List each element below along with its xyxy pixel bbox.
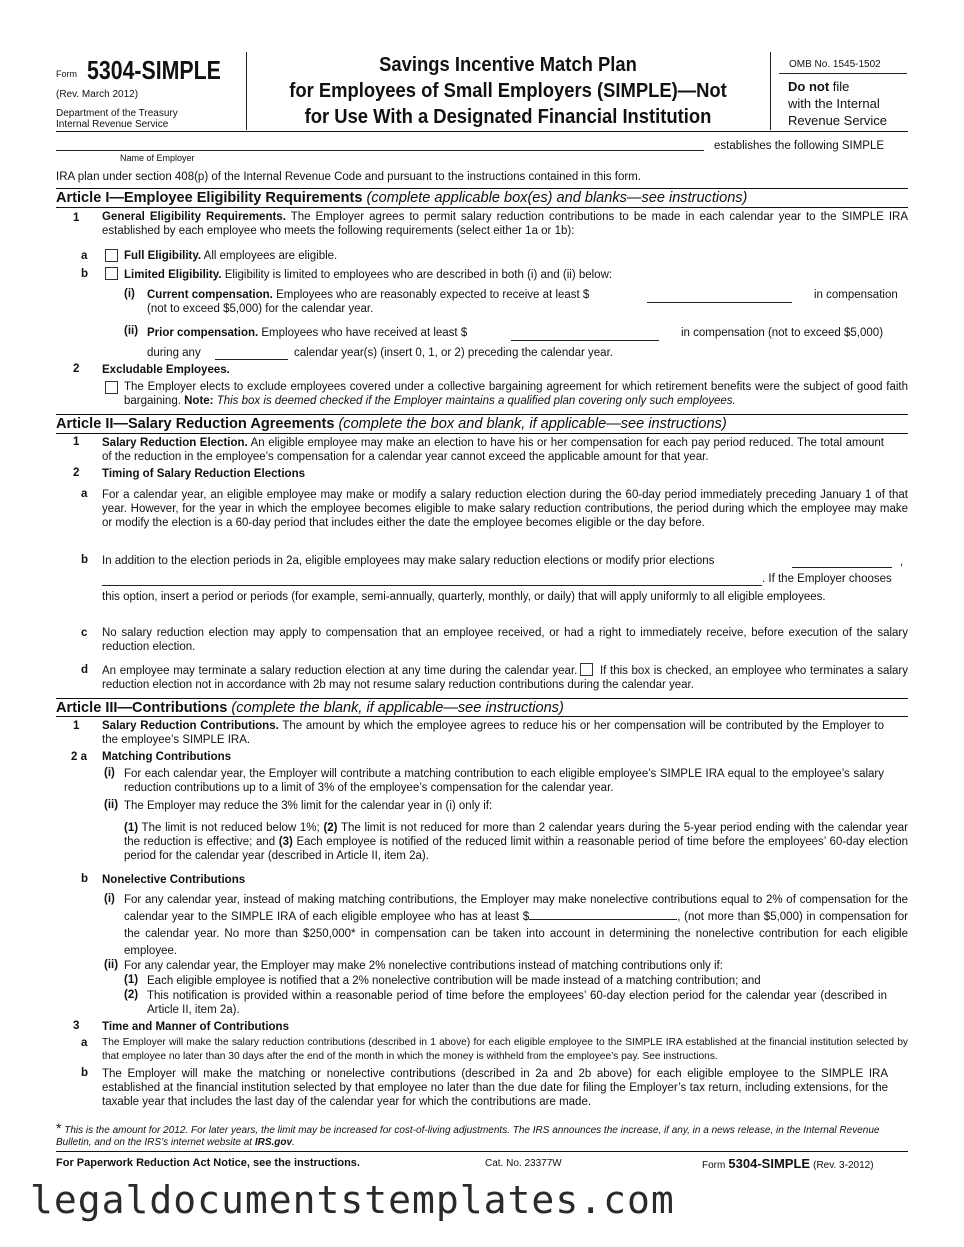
footer-revision: (Rev. 3-2012) — [813, 1160, 874, 1171]
a2-item-a-letter: a — [81, 488, 88, 500]
article-1-instructions: (complete applicable box(es) and blanks—see instructions) — [362, 189, 748, 206]
a1-item-1-text — [102, 210, 908, 238]
prior-comp-title: Prior compensation. — [147, 327, 259, 339]
full-eligibility-title: Full Eligibility. — [124, 250, 202, 262]
title-line-2: for Employees of Small Employers (SIMPLE)—Not — [289, 80, 727, 102]
a3-item-2a-number: 2 a — [71, 751, 87, 763]
current-comp-body: Employees who are reasonably expected to receive at least $ — [272, 289, 590, 301]
no-resume-checkbox[interactable] — [580, 663, 593, 676]
nonelective-i-body-1: For any calendar year, instead of making matching contributions, the Employer may make nonelective contributions equal to 2% of compensation for the calendar year to the SIMPLE IRA of each eligible employee who has at least $ — [124, 894, 908, 923]
nonelective-i-label: (i) — [104, 893, 115, 905]
nonelective-title — [102, 873, 245, 887]
a2-item-b-text: In addition to the election periods in 2a, eligible employees may make salary reduction elections or modify prior elections — [102, 555, 715, 567]
excludable-title-text: Excludable Employees. — [102, 364, 230, 376]
excludable-body: The Employer elects to exclude employees covered under a collective bargaining agreement for which retirement benefits were the subject of good faith bargaining. — [124, 381, 908, 407]
cond-3-label: (3) — [278, 836, 293, 848]
footer-form-label: Form — [702, 1160, 726, 1171]
a1-item-1-number: 1 — [73, 212, 80, 224]
limited-eligibility-body: Eligibility is limited to employees who are described in both (i) and (ii) below: — [221, 269, 613, 281]
a1-item-1-body: The Employer agrees to permit salary reduction contributions to be made in each calendar year to the SIMPLE IRA established by each employee who meets the following requirements (select either 1a or 1b): — [102, 211, 908, 237]
excludable-text — [124, 380, 908, 408]
matching-ii-label: (ii) — [104, 799, 119, 811]
ne-cond-2-text: This notification is provided within a reasonable period of time before the employees’ 60-day election period for the calendar year (described in Article II, item 2a). — [147, 990, 887, 1016]
prior-comp-tail: in compensation (not to exceed $5,000) — [681, 327, 884, 339]
full-eligibility-text — [124, 249, 337, 263]
time-a-letter: a — [81, 1037, 88, 1049]
full-eligibility-body: All employees are eligible. — [201, 250, 338, 262]
time-b-letter: b — [81, 1067, 89, 1079]
a2-item-2-number: 2 — [73, 467, 80, 479]
nonelective-ii-label: (ii) — [104, 959, 119, 971]
matching-title-text: Matching Contributions — [102, 751, 232, 763]
article-3-heading — [56, 699, 564, 717]
ne-cond-2-label: (2) — [124, 989, 139, 1001]
a2-item-b-text-2: this option, insert a period or periods (for example, semi-annually, quarterly, monthly, or daily) that will apply uniformly to all eligible employees. — [102, 591, 826, 603]
matching-ii-text: The Employer may reduce the 3% limit for the calendar year in (i) only if: — [124, 800, 493, 812]
a2-item-d-body-1: An employee may terminate a salary reduction election at any time during the calendar year. — [102, 665, 578, 677]
cond-1-text: The limit is not reduced below 1%; — [138, 822, 324, 834]
form-number: 5304-SIMPLE — [87, 55, 221, 85]
prior-comp-body: Employees who have received at least $ — [258, 327, 468, 339]
footnote-text: This is the amount for 2012. For later years, the limit may be increased for cost-of-living adjustments. The IRS announces the increase, if any, in a news release, in the Internal Revenue Bulletin, and on the IRS’s internet website at — [56, 1125, 880, 1148]
department-name: Department of the Treasury — [56, 108, 178, 119]
nonelective-i-text — [124, 892, 908, 960]
matching-i-label: (i) — [104, 767, 115, 779]
prior-comp-during: during any — [147, 347, 201, 359]
a3-item-1-title: Salary Reduction Contributions. — [102, 720, 279, 732]
limited-eligibility-title: Limited Eligibility. — [124, 269, 222, 281]
title-line-1: Savings Incentive Match Plan — [379, 54, 637, 76]
cond-1-label: (1) — [124, 822, 139, 834]
cond-2-text: The limit is not reduced for more than 2 calendar years during the 5-year period ending with the calendar year the reduction is effective; and — [124, 822, 909, 848]
time-manner-title-text: Time and Manner of Contributions — [102, 1021, 289, 1033]
exclude-union-checkbox[interactable] — [105, 381, 118, 394]
a1-item-1-title: General Eligibility Requirements. — [102, 211, 286, 223]
a2-item-c-text: No salary reduction election may apply to compensation that an employee received, or had a right to immediately receive, before execution of the salary reduction election. — [102, 627, 908, 653]
paperwork-notice: For Paperwork Reduction Act Notice, see the instructions. — [56, 1157, 360, 1169]
do-not-rest: file — [829, 79, 850, 94]
a2-item-1-text — [102, 436, 884, 464]
a2-item-b-tail: . If the Employer chooses — [762, 573, 892, 585]
time-b-text: The Employer will make the matching or nonelective contributions (described in 2a and 2b above) for each eligible employee to the SIMPLE IRA established at the financial institution selected by that employee no later than the due date for filing the Employer’s tax return, including extensions, for the taxable year that includes the last day of the calendar year for which the contributions are made. — [102, 1068, 888, 1108]
article-1-heading — [56, 189, 747, 207]
ne-cond-1-label: (1) — [124, 974, 139, 986]
omb-number: OMB No. 1545-1502 — [789, 59, 881, 70]
a1-item-a-letter: a — [81, 250, 88, 262]
a2-item-b-letter: b — [81, 554, 89, 566]
prior-years-field[interactable] — [215, 358, 288, 360]
employer-name-label: Name of Employer — [120, 153, 195, 163]
nonelective-i-body-2: , (not more than $5,000) in compensation for the calendar year. No more than $250,000* in compensation can be taken into account in determining the nonelective contribution for each eligible employee. — [124, 911, 908, 957]
irs-website-link[interactable]: IRS.gov — [254, 1137, 293, 1148]
limited-eligibility-checkbox[interactable] — [105, 267, 118, 280]
title-line-3: for Use With a Designated Financial Institution — [304, 106, 712, 128]
omb-block — [770, 52, 907, 130]
time-a-text: The Employer will make the salary reduction contributions (described in 1 above) for each eligible employee to the SIMPLE IRA established at the financial institution selected by that employee no later than 30 days after the end of the month in which the money is withheld from the employee’s pay. See instructions. — [102, 1037, 908, 1062]
cond-2-label: (2) — [323, 822, 338, 834]
do-not-file-notice — [788, 78, 887, 129]
time-manner-title — [102, 1020, 289, 1034]
matching-conditions — [124, 821, 908, 863]
a2-item-a-text: For a calendar year, an eligible employee may make or modify a salary reduction election during the 60-day period immediately preceding January 1 of that year. However, for the year in which the employee becomes eligible to make salary reduction contributions, the period during which the employee may make or modify the election is a 60-day period that includes either the date the employee becomes eligible or the day before. — [102, 489, 908, 529]
limited-eligibility-text — [124, 268, 612, 282]
cond-3-text: Each employee is notified of the reduced limit within a reasonable period of time before the employees’ 60-day election period for the calendar year (described in Article II, item 2a). — [124, 836, 908, 862]
footer-form-number: 5304-SIMPLE — [728, 1156, 811, 1171]
footnote — [56, 1122, 908, 1149]
a2-item-c-letter: c — [81, 627, 88, 639]
article-2-heading — [56, 415, 727, 433]
ne-cond-1-text: Each eligible employee is notified that a 2% nonelective contribution will be made instead of a matching contribution; and — [147, 975, 761, 987]
excludable-note-label: Note: — [184, 395, 214, 407]
prior-comp-label: (ii) — [124, 325, 139, 337]
excludable-note-text: This box is deemed checked if the Employer maintains a qualified plan covering only such employees. — [213, 395, 736, 407]
do-not-line-3: Revenue Service — [788, 113, 887, 128]
agency-block — [56, 108, 178, 130]
election-period-field-1[interactable] — [792, 566, 892, 568]
plan-statement: IRA plan under section 408(p) of the Internal Revenue Code and pursuant to the instructions contained in this form. — [56, 171, 641, 183]
do-not-line-2: with the Internal — [788, 96, 880, 111]
watermark: legaldocumentstemplates.com — [30, 1178, 675, 1222]
footer-form-id — [702, 1156, 874, 1171]
a2-item-1-body: An eligible employee may make an election to have his or her compensation for each pay period reduced. The total amount of the reduction in the employee’s compensation for a calendar year cannot exceed the applicable amount for that year. — [102, 437, 884, 463]
a3-item-3-number: 3 — [73, 1020, 80, 1032]
nonelective-ii-text: For any calendar year, the Employer may make 2% nonelective contributions instead of matching contributions only if: — [124, 960, 723, 972]
form-revision: (Rev. March 2012) — [56, 89, 139, 100]
footnote-star: * — [56, 1120, 62, 1136]
article-1-title: Article I—Employee Eligibility Requirements — [56, 189, 363, 206]
article-3-title: Article III—Contributions — [56, 699, 228, 716]
form-title — [246, 52, 770, 130]
article-2-title: Article II—Salary Reduction Agreements — [56, 415, 335, 432]
irs-name: Internal Revenue Service — [56, 119, 169, 130]
employer-name-field[interactable] — [56, 136, 704, 151]
a2-item-2-title-text: Timing of Salary Reduction Elections — [102, 468, 305, 480]
form-label: Form — [56, 69, 77, 79]
a3-item-1-body: The amount by which the employee agrees to reduce his or her compensation will be contributed by the Employer to the employee’s SIMPLE IRA. — [102, 720, 884, 746]
a2-item-1-title: Salary Reduction Election. — [102, 437, 248, 449]
current-comp-tail: in compensation — [814, 289, 898, 301]
article-3-instructions: (complete the blank, if applicable—see instructions) — [227, 699, 564, 716]
excludable-title — [102, 363, 230, 377]
election-period-field-2[interactable] — [102, 584, 762, 586]
current-comp-title: Current compensation. — [147, 289, 273, 301]
prior-comp-years-text: calendar year(s) (insert 0, 1, or 2) preceding the calendar year. — [294, 347, 613, 359]
form-identifier-block — [56, 52, 247, 130]
matching-title — [102, 750, 231, 764]
a3-item-1-number: 1 — [73, 720, 80, 732]
current-comp-label: (i) — [124, 288, 135, 300]
do-not-bold: Do not — [788, 79, 830, 94]
a2-item-d-letter: d — [81, 664, 89, 676]
a2-item-d-body-2: If this box is checked, an employee who terminates a salary reduction election not in accordance with 2b may not resume salary reduction contributions during the calendar year. — [102, 665, 908, 691]
a2-item-1-number: 1 — [73, 436, 80, 448]
prior-comp-amount-field[interactable] — [511, 339, 659, 341]
current-comp-amount-field[interactable] — [647, 301, 792, 303]
nonelective-title-text: Nonelective Contributions — [102, 874, 246, 886]
nonelective-amount-field[interactable] — [529, 909, 677, 920]
a2-item-2-title — [102, 467, 305, 481]
full-eligibility-checkbox[interactable] — [105, 249, 118, 262]
establishes-text: establishes the following SIMPLE — [714, 140, 885, 152]
a2-item-d-text — [102, 663, 908, 692]
a1-item-2-number: 2 — [73, 363, 80, 375]
catalog-number: Cat. No. 23377W — [485, 1158, 562, 1169]
article-2-instructions: (complete the box and blank, if applicable—see instructions) — [334, 415, 727, 432]
a2-item-b-comma: , — [900, 556, 904, 568]
a3-item-1-text — [102, 719, 884, 747]
a3-item-b-letter: b — [81, 873, 89, 885]
footnote-end: . — [292, 1137, 295, 1148]
a1-item-b-letter: b — [81, 268, 89, 280]
current-comp-line-2: (not to exceed $5,000) for the calendar year. — [147, 303, 374, 315]
matching-i-text: For each calendar year, the Employer will contribute a matching contribution to each eligible employee’s SIMPLE IRA equal to the employee’s salary reduction contributions up to a limit of 3% of the employee’s compensation for the calendar year. — [124, 768, 884, 794]
current-comp-text — [147, 288, 589, 302]
prior-comp-text — [147, 326, 467, 340]
